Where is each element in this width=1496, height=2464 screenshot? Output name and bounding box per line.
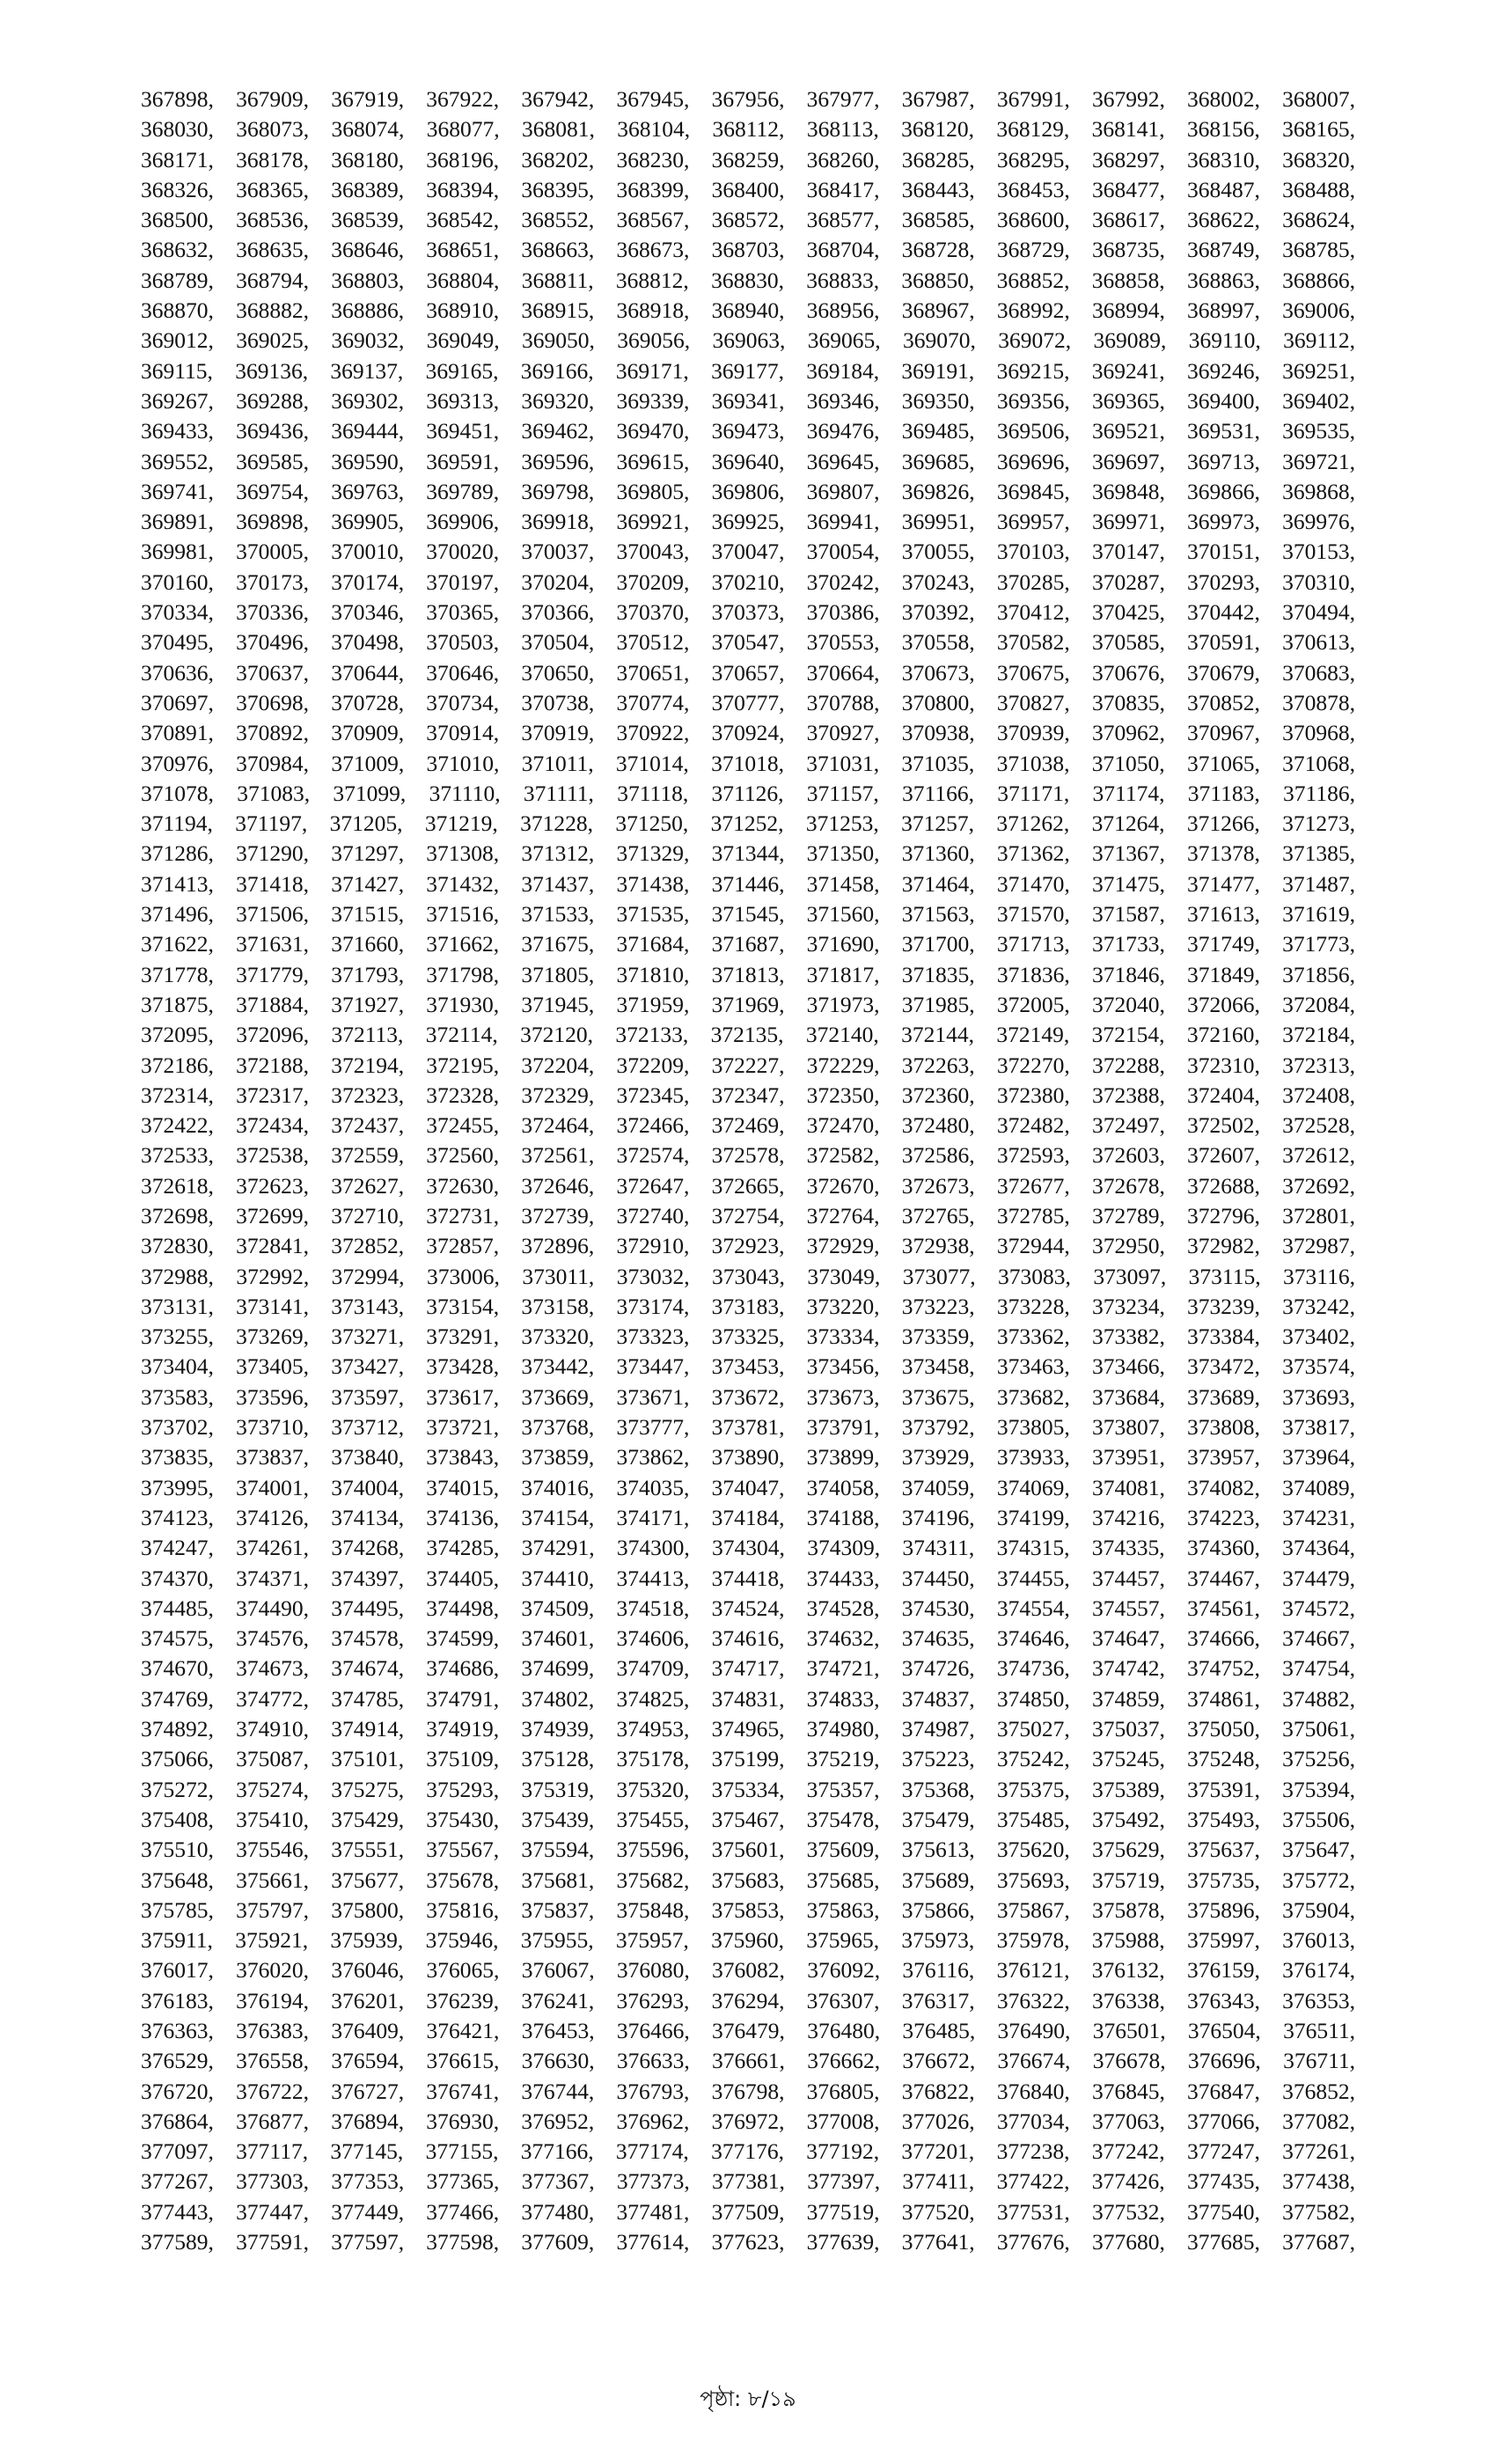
number-line: 369552, 369585, 369590, 369591, 369596, 369615, 369640, 369645, 369685, 369696, 369697, 369713, 369721,: [141, 448, 1355, 474]
number-line: 375911, 375921, 375939, 375946, 375955, 375957, 375960, 375965, 375973, 375978, 375988, 375997, 376013,: [141, 1927, 1355, 1954]
number-line: 372533, 372538, 372559, 372560, 372561, 372574, 372578, 372582, 372586, 372593, 372603, 372607, 372612,: [141, 1142, 1355, 1169]
number-line: 370891, 370892, 370909, 370914, 370919, 370922, 370924, 370927, 370938, 370939, 370962, 370967, 370968,: [141, 720, 1355, 746]
number-line: 371496, 371506, 371515, 371516, 371533, 371535, 371545, 371560, 371563, 371570, 371587, 371613, 371619,: [141, 901, 1355, 928]
number-line: 373131, 373141, 373143, 373154, 373158, 373174, 373183, 373220, 373223, 373228, 373234, 373239, 373242,: [141, 1293, 1355, 1319]
number-line: 372314, 372317, 372323, 372328, 372329, 372345, 372347, 372350, 372360, 372380, 372388, 372404, 372408,: [141, 1082, 1355, 1108]
number-line: 376363, 376383, 376409, 376421, 376453, 376466, 376479, 376480, 376485, 376490, 376501, 376504, 376511,: [141, 2018, 1355, 2043]
number-line: 375066, 375087, 375101, 375109, 375128, 375178, 375199, 375219, 375223, 375242, 375245, 375248, 375256,: [141, 1746, 1355, 1772]
number-line: 368632, 368635, 368646, 368651, 368663, 368673, 368703, 368704, 368728, 368729, 368735, 368749, 368785,: [141, 237, 1355, 263]
number-line: 375510, 375546, 375551, 375567, 375594, 375596, 375601, 375609, 375613, 375620, 375629, 375637, 375647,: [141, 1837, 1355, 1863]
number-line: 370495, 370496, 370498, 370503, 370504, 370512, 370547, 370553, 370558, 370582, 370585, 370591, 370613,: [141, 629, 1355, 656]
number-line: 373583, 373596, 373597, 373617, 373669, 373671, 373672, 373673, 373675, 373682, 373684, 373689, 373693,: [141, 1383, 1355, 1410]
number-line: 374485, 374490, 374495, 374498, 374509, 374518, 374524, 374528, 374530, 374554, 374557, 374561, 374572,: [141, 1595, 1355, 1621]
number-line: 373702, 373710, 373712, 373721, 373768, 373777, 373781, 373791, 373792, 373805, 373807, 373808, 373817,: [141, 1414, 1355, 1441]
number-line: 372186, 372188, 372194, 372195, 372204, 372209, 372227, 372229, 372263, 372270, 372288, 372310, 372313,: [141, 1052, 1355, 1078]
number-line: 369267, 369288, 369302, 369313, 369320, 369339, 369341, 369346, 369350, 369356, 369365, 369400, 369402,: [141, 387, 1355, 414]
number-line: 376183, 376194, 376201, 376239, 376241, 376293, 376294, 376307, 376317, 376322, 376338, 376343, 376353,: [141, 1987, 1355, 2013]
number-line: 372422, 372434, 372437, 372455, 372464, 372466, 372469, 372470, 372480, 372482, 372497, 372502, 372528,: [141, 1112, 1355, 1139]
number-line: 377267, 377303, 377353, 377365, 377367, 377373, 377381, 377397, 377411, 377422, 377426, 377435, 377438,: [141, 2168, 1355, 2195]
number-line: 369433, 369436, 369444, 369451, 369462, 369470, 369473, 369476, 369485, 369506, 369521, 369531, 369535,: [141, 418, 1355, 444]
number-line: 373404, 373405, 373427, 373428, 373442, 373447, 373453, 373456, 373458, 373463, 373466, 373472, 373574,: [141, 1353, 1355, 1380]
number-line: 369741, 369754, 369763, 369789, 369798, 369805, 369806, 369807, 369826, 369845, 369848, 369866, 369868,: [141, 478, 1355, 504]
number-line: 375272, 375274, 375275, 375293, 375319, 375320, 375334, 375357, 375368, 375375, 375389, 375391, 375394,: [141, 1776, 1355, 1802]
number-line: 377589, 377591, 377597, 377598, 377609, 377614, 377623, 377639, 377641, 377676, 377680, 377685, 377687,: [141, 2229, 1355, 2255]
number-line: 376720, 376722, 376727, 376741, 376744, 376793, 376798, 376805, 376822, 376840, 376845, 376847, 376852,: [141, 2078, 1355, 2104]
number-line: 371286, 371290, 371297, 371308, 371312, 371329, 371344, 371350, 371360, 371362, 371367, 371378, 371385,: [141, 840, 1355, 867]
number-line: 371078, 371083, 371099, 371110, 371111, 371118, 371126, 371157, 371166, 371171, 371174, 371183, 371186,: [141, 780, 1355, 806]
number-line: 374769, 374772, 374785, 374791, 374802, 374825, 374831, 374833, 374837, 374850, 374859, 374861, 374882,: [141, 1685, 1355, 1712]
number-line: 371413, 371418, 371427, 371432, 371437, 371438, 371446, 371458, 371464, 371470, 371475, 371477, 371487,: [141, 870, 1355, 897]
number-line: 369891, 369898, 369905, 369906, 369918, 369921, 369925, 369941, 369951, 369957, 369971, 369973, 369976,: [141, 509, 1355, 535]
number-line: 369115, 369136, 369137, 369165, 369166, 369171, 369177, 369184, 369191, 369215, 369241, 369246, 369251,: [141, 357, 1355, 384]
number-line: 370697, 370698, 370728, 370734, 370738, 370774, 370777, 370788, 370800, 370827, 370835, 370852, 370878,: [141, 689, 1355, 715]
number-line: 370636, 370637, 370644, 370646, 370650, 370651, 370657, 370664, 370673, 370675, 370676, 370679, 370683,: [141, 659, 1355, 686]
number-line: 377443, 377447, 377449, 377466, 377480, 377481, 377509, 377519, 377520, 377531, 377532, 377540, 377582,: [141, 2198, 1355, 2225]
number-line: 375408, 375410, 375429, 375430, 375439, 375455, 375467, 375478, 375479, 375485, 375492, 375493, 375506,: [141, 1806, 1355, 1832]
page-number-footer: পৃষ্ঠা: ৮/১৯: [700, 2387, 796, 2411]
number-line: 370160, 370173, 370174, 370197, 370204, 370209, 370210, 370242, 370243, 370285, 370287, 370293, 370310,: [141, 568, 1355, 595]
number-line: 372618, 372623, 372627, 372630, 372646, 372647, 372665, 372670, 372673, 372677, 372678, 372688, 372692,: [141, 1172, 1355, 1199]
number-line: 375648, 375661, 375677, 375678, 375681, 375682, 375683, 375685, 375689, 375693, 375719, 375735, 375772,: [141, 1866, 1355, 1893]
number-line: 374247, 374261, 374268, 374285, 374291, 374300, 374304, 374309, 374311, 374315, 374335, 374360, 374364,: [141, 1535, 1355, 1561]
number-line: 374892, 374910, 374914, 374919, 374939, 374953, 374965, 374980, 374987, 375027, 375037, 375050, 375061,: [141, 1716, 1355, 1742]
number-line: 376017, 376020, 376046, 376065, 376067, 376080, 376082, 376092, 376116, 376121, 376132, 376159, 376174,: [141, 1957, 1355, 1984]
number-line: 375785, 375797, 375800, 375816, 375837, 375848, 375853, 375863, 375866, 375867, 375878, 375896, 375904,: [141, 1896, 1355, 1923]
number-line: 371875, 371884, 371927, 371930, 371945, 371959, 371969, 371973, 371985, 372005, 372040, 372066, 372084,: [141, 991, 1355, 1017]
number-line: 374670, 374673, 374674, 374686, 374699, 374709, 374717, 374721, 374726, 374736, 374742, 374752, 374754,: [141, 1655, 1355, 1682]
number-line: 368500, 368536, 368539, 368542, 368552, 368567, 368572, 368577, 368585, 368600, 368617, 368622, 368624,: [141, 207, 1355, 233]
number-line: 371622, 371631, 371660, 371662, 371675, 371684, 371687, 371690, 371700, 371713, 371733, 371749, 371773,: [141, 931, 1355, 957]
roll-number-list: [141, 84, 1355, 2257]
number-line: 373835, 373837, 373840, 373843, 373859, 373862, 373890, 373899, 373929, 373933, 373951, 373957, 373964,: [141, 1444, 1355, 1470]
number-line: 372830, 372841, 372852, 372857, 372896, 372910, 372923, 372929, 372938, 372944, 372950, 372982, 372987,: [141, 1233, 1355, 1259]
number-line: 370334, 370336, 370346, 370365, 370366, 370370, 370373, 370386, 370392, 370412, 370425, 370442, 370494,: [141, 599, 1355, 626]
number-line: 371194, 371197, 371205, 371219, 371228, 371250, 371252, 371253, 371257, 371262, 371264, 371266, 371273,: [141, 810, 1355, 837]
number-line: 373995, 374001, 374004, 374015, 374016, 374035, 374047, 374058, 374059, 374069, 374081, 374082, 374089,: [141, 1474, 1355, 1500]
number-line: 371778, 371779, 371793, 371798, 371805, 371810, 371813, 371817, 371835, 371836, 371846, 371849, 371856,: [141, 961, 1355, 987]
number-line: 372095, 372096, 372113, 372114, 372120, 372133, 372135, 372140, 372144, 372149, 372154, 372160, 372184,: [141, 1022, 1355, 1048]
number-line: 368171, 368178, 368180, 368196, 368202, 368230, 368259, 368260, 368285, 368295, 368297, 368310, 368320,: [141, 146, 1355, 172]
number-line: 376529, 376558, 376594, 376615, 376630, 376633, 376661, 376662, 376672, 376674, 376678, 376696, 376711,: [141, 2048, 1355, 2074]
number-line: 368030, 368073, 368074, 368077, 368081, 368104, 368112, 368113, 368120, 368129, 368141, 368156, 368165,: [141, 116, 1355, 143]
number-line: 367898, 367909, 367919, 367922, 367942, 367945, 367956, 367977, 367987, 367991, 367992, 368002, 368007,: [141, 86, 1355, 112]
number-line: 377097, 377117, 377145, 377155, 377166, 377174, 377176, 377192, 377201, 377238, 377242, 377247, 377261,: [141, 2138, 1355, 2165]
number-line: 374370, 374371, 374397, 374405, 374410, 374413, 374418, 374433, 374450, 374455, 374457, 374467, 374479,: [141, 1565, 1355, 1591]
number-line: 374575, 374576, 374578, 374599, 374601, 374606, 374616, 374632, 374635, 374646, 374647, 374666, 374667,: [141, 1625, 1355, 1652]
number-line: 373255, 373269, 373271, 373291, 373320, 373323, 373325, 373334, 373359, 373362, 373382, 373384, 373402,: [141, 1324, 1355, 1350]
number-line: 372988, 372992, 372994, 373006, 373011, 373032, 373043, 373049, 373077, 373083, 373097, 373115, 373116,: [141, 1263, 1355, 1289]
number-line: 370976, 370984, 371009, 371010, 371011, 371014, 371018, 371031, 371035, 371038, 371050, 371065, 371068,: [141, 750, 1355, 776]
number-line: 368326, 368365, 368389, 368394, 368395, 368399, 368400, 368417, 368443, 368453, 368477, 368487, 368488,: [141, 176, 1355, 202]
number-line: 369981, 370005, 370010, 370020, 370037, 370043, 370047, 370054, 370055, 370103, 370147, 370151, 370153,: [141, 539, 1355, 565]
number-line: 368789, 368794, 368803, 368804, 368811, 368812, 368830, 368833, 368850, 368852, 368858, 368863, 368866,: [141, 267, 1355, 293]
number-line: 374123, 374126, 374134, 374136, 374154, 374171, 374184, 374188, 374196, 374199, 374216, 374223, 374231,: [141, 1504, 1355, 1530]
number-line: 372698, 372699, 372710, 372731, 372739, 372740, 372754, 372764, 372765, 372785, 372789, 372796, 372801,: [141, 1202, 1355, 1228]
number-line: 368870, 368882, 368886, 368910, 368915, 368918, 368940, 368956, 368967, 368992, 368994, 368997, 369006,: [141, 297, 1355, 324]
number-line: 369012, 369025, 369032, 369049, 369050, 369056, 369063, 369065, 369070, 369072, 369089, 369110, 369112,: [141, 327, 1355, 354]
number-line: 376864, 376877, 376894, 376930, 376952, 376962, 376972, 377008, 377026, 377034, 377063, 377066, 377082,: [141, 2108, 1355, 2134]
